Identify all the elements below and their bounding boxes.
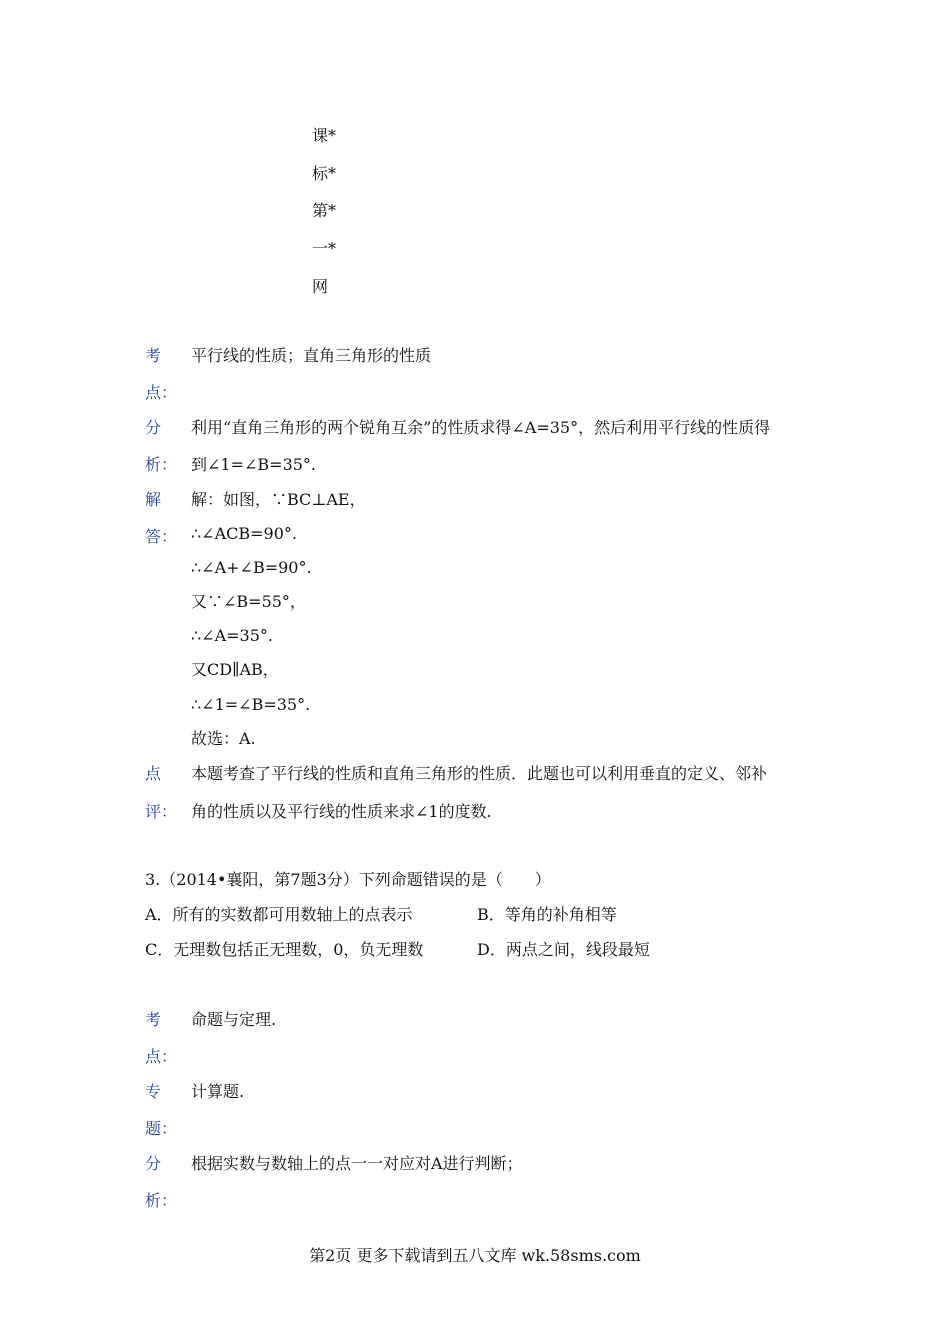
dianping-line: 本题考查了平行线的性质和直角三角形的性质．此题也可以利用垂直的定义、邻补 — [191, 764, 768, 783]
jieda-line: ∴∠1=∠B=35°. — [191, 695, 311, 714]
jieda-line: ∴∠A=35°. — [191, 626, 273, 645]
watermark-char: 课* — [312, 126, 337, 145]
option-d: D．两点之间，线段最短 — [477, 940, 650, 959]
kaodian-text: 命题与定理. — [191, 1010, 277, 1029]
fenxi-line: 利用“直角三角形的两个锐角互余”的性质求得∠A=35°，然后利用平行线的性质得 — [191, 418, 771, 437]
dianping-line: 角的性质以及平行线的性质来求∠1的度数. — [191, 802, 492, 821]
option-a: A．所有的实数都可用数轴上的点表示 — [145, 905, 413, 924]
watermark-char: 网 — [312, 277, 329, 296]
jieda-line: ∴∠A+∠B=90°. — [191, 558, 312, 577]
jieda-line: 解：如图，∵BC⊥AE， — [191, 490, 366, 509]
watermark-char: 标* — [312, 164, 337, 183]
jieda-line: 又∵∠B=55°， — [191, 592, 306, 611]
jieda-line: ∴∠ACB=90°. — [191, 524, 297, 543]
watermark-char: 一* — [312, 239, 337, 258]
option-b: B．等角的补角相等 — [477, 905, 617, 924]
fenxi-line: 到∠1=∠B=35°. — [191, 455, 317, 474]
watermark-char: 第* — [312, 201, 337, 220]
label-fenxi-2: 析： — [145, 455, 178, 474]
fenxi-text: 根据实数与数轴上的点一一对应对A进行判断； — [191, 1154, 523, 1173]
label-dianping-2: 评： — [145, 802, 178, 821]
page-footer: 第2页 更多下载请到五八文库 wk.58sms.com — [309, 1246, 641, 1265]
label-zhuanti: 专 — [145, 1082, 162, 1101]
label-kaodian-2: 点： — [145, 1047, 178, 1066]
label-fenxi-2: 析： — [145, 1191, 178, 1210]
jieda-line: 故选：A. — [191, 729, 256, 748]
zhuanti-text: 计算题. — [191, 1082, 245, 1101]
label-jieda: 解 — [145, 490, 162, 509]
label-zhuanti-2: 题： — [145, 1119, 178, 1138]
label-jieda-2: 答： — [145, 527, 178, 546]
label-dianping: 点 — [145, 764, 162, 783]
label-fenxi: 分 — [145, 1154, 162, 1173]
label-kaodian-2: 点： — [145, 383, 178, 402]
label-kaodian: 考 — [145, 1010, 162, 1029]
label-kaodian: 考 — [145, 346, 162, 365]
jieda-line: 又CD∥AB， — [191, 660, 279, 679]
kaodian-text: 平行线的性质；直角三角形的性质 — [191, 346, 432, 365]
option-c: C．无理数包括正无理数，0，负无理数 — [145, 940, 424, 959]
question-stem: 3.（2014•襄阳，第7题3分）下列命题错误的是（ ） — [145, 870, 551, 889]
label-fenxi: 分 — [145, 418, 162, 437]
